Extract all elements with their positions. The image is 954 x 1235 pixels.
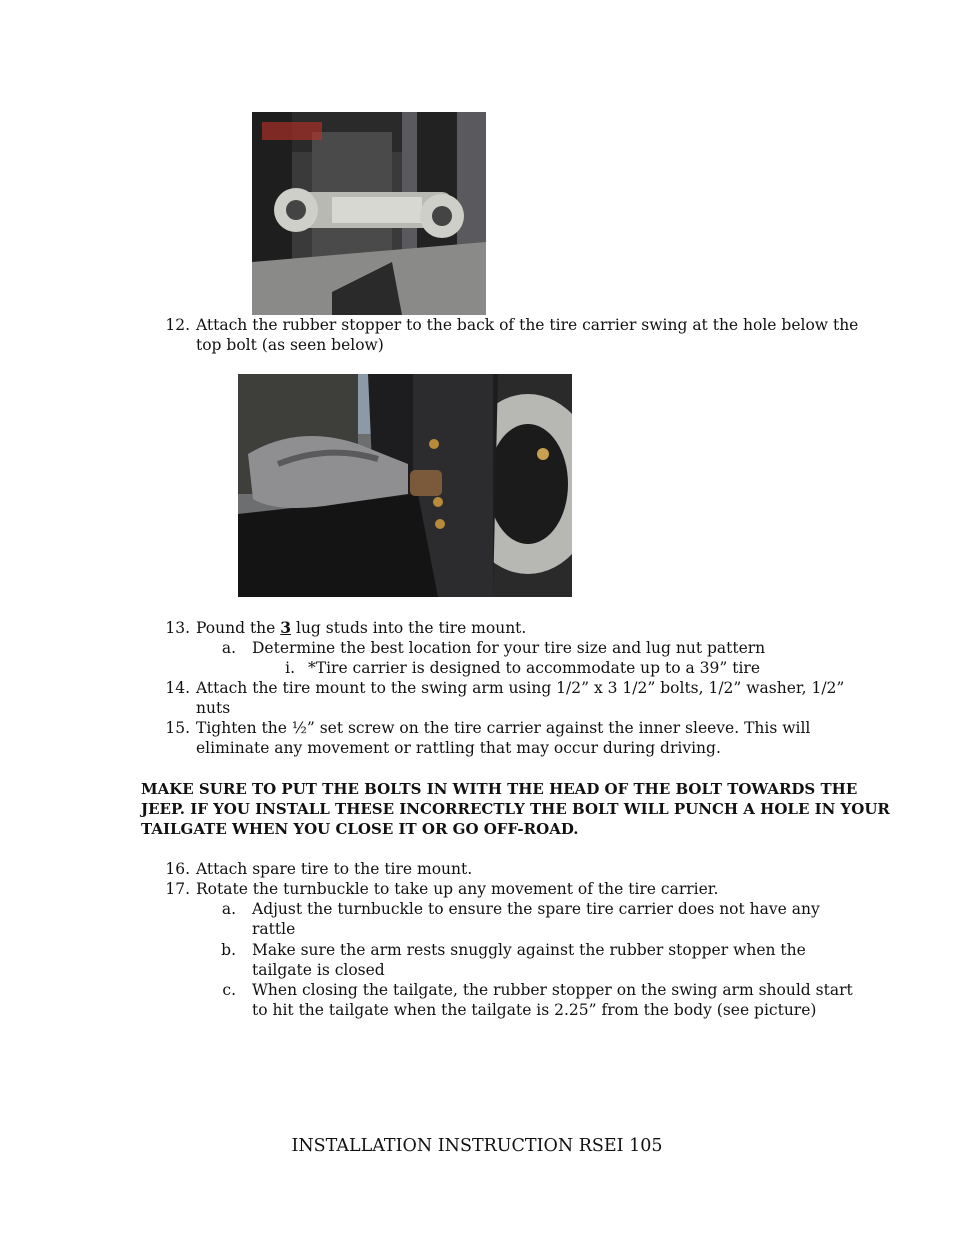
warning-line-3: TAILGATE WHEN YOU CLOSE IT OR GO OFF-ROAD. (141, 820, 579, 838)
step-13ai-text: *Tire carrier is designed to accommodate up to a 39” tire (308, 659, 761, 677)
step-17-text: Rotate the turnbuckle to take up any movement of the tire carrier. (196, 880, 719, 898)
step-12-number: 12. (165, 316, 190, 334)
step-17a-letter: a. (221, 900, 236, 918)
step-16-number: 16. (165, 860, 190, 878)
step-13-text-pre: Pound the (196, 619, 281, 637)
step-13-bold-count: 3 (280, 618, 292, 637)
step-13a-text: Determine the best location for your tire size and lug nut pattern (252, 639, 766, 657)
step-17b-letter: b. (221, 941, 236, 959)
step-12-text: Attach the rubber stopper to the back of the tire carrier swing at the hole below the (196, 316, 859, 334)
rubber-stopper-photo (238, 374, 572, 597)
step-17c-text-cont: to hit the tailgate when the tailgate is 2.25” from the body (see picture) (252, 1001, 817, 1019)
step-17c-letter: c. (222, 981, 236, 999)
step-14-number: 14. (165, 679, 190, 697)
step-14-text-cont: nuts (196, 699, 231, 717)
step-15-text-cont: eliminate any movement or rattling that may occur during driving. (196, 739, 721, 757)
turnbuckle-photo (252, 112, 486, 315)
step-17a-text: Adjust the turnbuckle to ensure the spare tire carrier does not have any (252, 900, 820, 918)
step-17b-text-cont: tailgate is closed (252, 961, 385, 979)
step-13a-letter: a. (221, 639, 236, 657)
step-12-text-cont: top bolt (as seen below) (196, 336, 384, 354)
step-13-text-post: lug studs into the tire mount. (291, 619, 527, 637)
step-15-number: 15. (165, 719, 190, 737)
step-16-text: Attach spare tire to the tire mount. (196, 860, 473, 878)
step-14-text: Attach the tire mount to the swing arm using 1/2” x 3 1/2” bolts, 1/2” washer, 1/2” (196, 679, 845, 697)
page-footer: INSTALLATION INSTRUCTION RSEI 105 (291, 1136, 663, 1156)
warning-line-2: JEEP. IF YOU INSTALL THESE INCORRECTLY THE BOLT WILL PUNCH A HOLE IN YOUR (141, 800, 890, 818)
step-17-number: 17. (165, 880, 190, 898)
step-17a-text-cont: rattle (252, 920, 296, 938)
step-17c-text: When closing the tailgate, the rubber stopper on the swing arm should start (252, 981, 853, 999)
step-13ai-numeral: i. (285, 659, 295, 677)
step-13-text (196, 618, 526, 638)
step-13-number: 13. (165, 619, 190, 637)
step-17b-text: Make sure the arm rests snuggly against the rubber stopper when the (252, 941, 806, 959)
warning-line-1: MAKE SURE TO PUT THE BOLTS IN WITH THE HEAD OF THE BOLT TOWARDS THE (141, 780, 858, 798)
step-15-text: Tighten the ½” set screw on the tire carrier against the inner sleeve. This will (196, 719, 811, 737)
